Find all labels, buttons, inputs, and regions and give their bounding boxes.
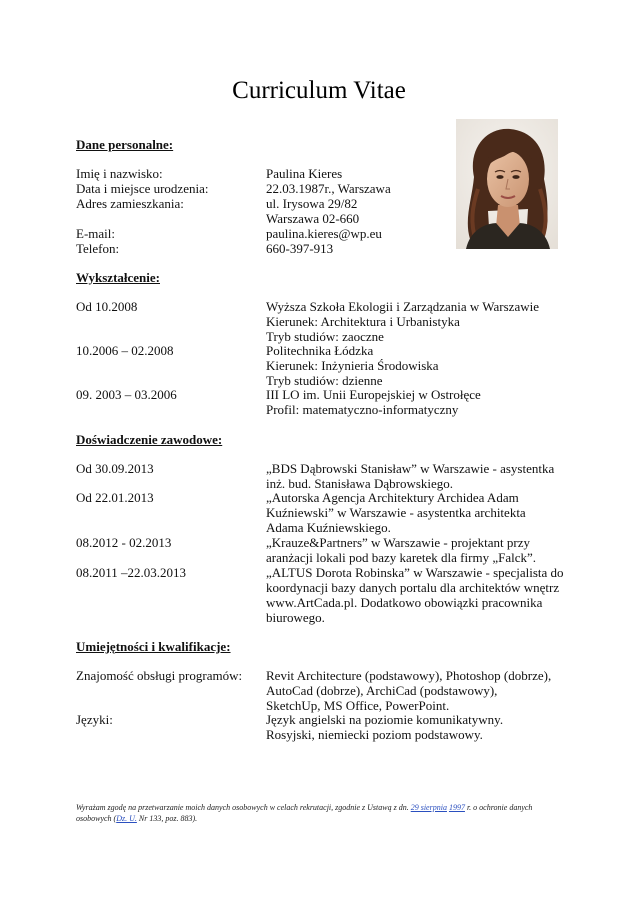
consent-link-year[interactable]: 1997 (448, 803, 465, 812)
experience-line: Adama Kuźniewskiego. (266, 520, 391, 535)
experience-line: koordynacji bazy danych portalu dla architektów wnętrz (266, 580, 560, 595)
address-label: Adres zamieszkania: (76, 196, 184, 211)
experience-date: 08.2012 - 02.2013 (76, 535, 172, 550)
consent-text: r. o ochronie danych osobowych ( (76, 803, 533, 823)
section-heading-personal: Dane personalne: (76, 137, 174, 152)
email-label: E-mail: (76, 226, 115, 241)
consent-link-date[interactable]: 29 sierpnia (410, 803, 447, 812)
consent-text: Nr 133, poz. 883). (136, 814, 198, 823)
experience-line: „BDS Dąbrowski Stanisław” w Warszawie - asystentka (266, 461, 555, 476)
address-line: Warszawa 02-660 (266, 211, 360, 226)
phone-value: 660-397-913 (266, 241, 334, 256)
name-value: Paulina Kieres (266, 166, 343, 181)
education-line: Politechnika Łódzka (266, 343, 374, 358)
software-line: AutoCad (dobrze), ArchiCad (podstawowy), (266, 683, 498, 698)
experience-line: „Autorska Agencja Architektury Archidea Adam (266, 490, 519, 505)
address-line: ul. Irysowa 29/82 (266, 196, 358, 211)
data-consent-clause (76, 802, 566, 824)
software-label: Znajomość obsługi programów: (76, 668, 243, 683)
phone-label: Telefon: (76, 241, 120, 256)
section-heading-skills: Umiejętności i kwalifikacje: (76, 639, 231, 654)
education-line: Kierunek: Inżynieria Środowiska (266, 358, 439, 373)
page-title: Curriculum Vitae (232, 77, 406, 104)
experience-line: Kuźniewski” w Warszawie - asystentka architekta (266, 505, 526, 520)
section-heading-education: Wykształcenie: (76, 270, 160, 285)
birth-value: 22.03.1987r., Warszawa (266, 181, 391, 196)
software-line: SketchUp, MS Office, PowerPoint. (266, 698, 450, 713)
experience-date: Od 30.09.2013 (76, 461, 154, 476)
education-line: Wyższa Szkoła Ekologii i Zarządzania w Warszawie (266, 299, 539, 314)
languages-line: Język angielski na poziomie komunikatywny. (266, 712, 504, 727)
education-line: Profil: matematyczno-informatyczny (266, 402, 459, 417)
education-line: Tryb studiów: dzienne (266, 373, 383, 388)
consent-link-journal[interactable]: Dz. U. (116, 814, 137, 823)
experience-line: biurowego. (266, 610, 325, 625)
experience-date: 08.2011 –22.03.2013 (76, 565, 187, 580)
education-line: Tryb studiów: zaoczne (266, 329, 384, 344)
languages-line: Rosyjski, niemiecki poziom podstawowy. (266, 727, 483, 742)
section-heading-experience: Doświadczenie zawodowe: (76, 432, 223, 447)
education-date: 10.2006 – 02.2008 (76, 343, 174, 358)
birth-label: Data i miejsce urodzenia: (76, 181, 209, 196)
email-value: paulina.kieres@wp.eu (266, 226, 382, 241)
education-date: Od 10.2008 (76, 299, 138, 314)
education-line: III LO im. Unii Europejskiej w Ostrołęce (266, 387, 481, 402)
experience-line: inż. bud. Stanisława Dąbrowskiego. (266, 476, 454, 491)
consent-text: Wyrażam zgodę na przetwarzanie moich danych osobowych w celach rekrutacji, zgodnie z Ustawą z dn. (76, 803, 411, 812)
software-line: Revit Architecture (podstawowy), Photoshop (dobrze), (266, 668, 552, 683)
experience-line: aranżacji lokali pod bazy karetek dla firmy „Falck”. (266, 550, 536, 565)
name-label: Imię i nazwisko: (76, 166, 163, 181)
experience-date: Od 22.01.2013 (76, 490, 154, 505)
education-line: Kierunek: Architektura i Urbanistyka (266, 314, 460, 329)
experience-line: www.ArtCada.pl. Dodatkowo obowiązki pracownika (266, 595, 543, 610)
languages-label: Języki: (76, 712, 113, 727)
experience-line: „ALTUS Dorota Robinska” w Warszawie - specjalista do (266, 565, 564, 580)
education-date: 09. 2003 – 03.2006 (76, 387, 177, 402)
experience-line: „Krauze&Partners” w Warszawie - projektant przy (266, 535, 531, 550)
